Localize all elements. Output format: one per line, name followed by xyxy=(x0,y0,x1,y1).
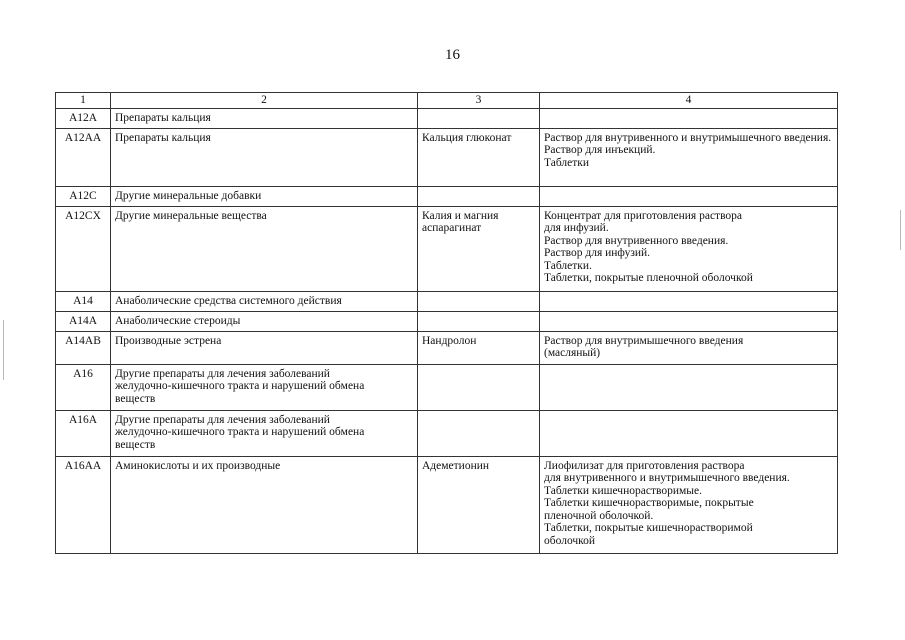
substance-cell xyxy=(418,410,540,456)
column-header: 1 xyxy=(56,93,111,109)
substance-cell xyxy=(418,108,540,128)
substance-cell xyxy=(418,364,540,410)
atc-code-cell: A12CX xyxy=(56,206,111,291)
dosage-forms-cell xyxy=(540,410,838,456)
atc-code-cell: A14A xyxy=(56,311,111,331)
group-name-cell: Аминокислоты и их производные xyxy=(111,456,418,553)
column-header: 2 xyxy=(111,93,418,109)
atc-code-cell: A16AA xyxy=(56,456,111,553)
atc-code-cell: A14AB xyxy=(56,331,111,364)
substance-cell xyxy=(418,291,540,311)
substance-cell: Калия и магния аспарагинат xyxy=(418,206,540,291)
dosage-forms-cell: Раствор для внутривенного и внутримышечного введения. Раствор для инъекций. Таблетки xyxy=(540,128,838,186)
column-header: 3 xyxy=(418,93,540,109)
group-name-cell: Препараты кальция xyxy=(111,108,418,128)
atc-code-cell: A12C xyxy=(56,186,111,206)
dosage-forms-cell: Концентрат для приготовления раствора для инфузий. Раствор для внутривенного введения. Раствор для инфузий. Таблетки. Таблетки, покрытые пленочной оболочкой xyxy=(540,206,838,291)
table-row xyxy=(56,364,838,410)
group-name-cell: Препараты кальция xyxy=(111,128,418,186)
substance-cell: Адеметионин xyxy=(418,456,540,553)
scan-edge-mark-right xyxy=(900,210,901,250)
dosage-forms-cell xyxy=(540,108,838,128)
group-name-cell: Производные эстрена xyxy=(111,331,418,364)
dosage-forms-cell xyxy=(540,186,838,206)
column-header: 4 xyxy=(540,93,838,109)
group-name-cell: Другие минеральные добавки xyxy=(111,186,418,206)
atc-code-cell: A16A xyxy=(56,410,111,456)
atc-code-cell: A14 xyxy=(56,291,111,311)
atc-code-cell: A16 xyxy=(56,364,111,410)
dosage-forms-cell: Раствор для внутримышечного введения (масляный) xyxy=(540,331,838,364)
table-row xyxy=(56,410,838,456)
scan-edge-mark-left xyxy=(3,320,4,380)
substance-cell: Нандролон xyxy=(418,331,540,364)
table-row xyxy=(56,128,838,186)
table-row xyxy=(56,331,838,364)
dosage-forms-cell xyxy=(540,311,838,331)
table-row xyxy=(56,108,838,128)
group-name-cell: Анаболические стероиды xyxy=(111,311,418,331)
table-row xyxy=(56,311,838,331)
table-row xyxy=(56,206,838,291)
table-row xyxy=(56,456,838,553)
dosage-forms-cell: Лиофилизат для приготовления раствора для внутривенного и внутримышечного введения. Таблетки кишечнорастворимые. Таблетки кишечнорастворимые, покрытые пленочной оболочкой. Таблетки, покрытые кишечнорастворимой оболочкой xyxy=(540,456,838,553)
substance-cell: Кальция глюконат xyxy=(418,128,540,186)
atc-code-cell: A12AA xyxy=(56,128,111,186)
substance-cell xyxy=(418,186,540,206)
table-row xyxy=(56,186,838,206)
substance-cell xyxy=(418,311,540,331)
group-name-cell: Другие минеральные вещества xyxy=(111,206,418,291)
atc-code-cell: A12A xyxy=(56,108,111,128)
drug-classification-table xyxy=(55,92,838,554)
dosage-forms-cell xyxy=(540,291,838,311)
table-row xyxy=(56,291,838,311)
table-header-row xyxy=(56,93,838,109)
page-number: 16 xyxy=(445,47,460,63)
group-name-cell: Анаболические средства системного действия xyxy=(111,291,418,311)
dosage-forms-cell xyxy=(540,364,838,410)
group-name-cell: Другие препараты для лечения заболеваний желудочно-кишечного тракта и нарушений обмена веществ xyxy=(111,364,418,410)
group-name-cell: Другие препараты для лечения заболеваний желудочно-кишечного тракта и нарушений обмена веществ xyxy=(111,410,418,456)
